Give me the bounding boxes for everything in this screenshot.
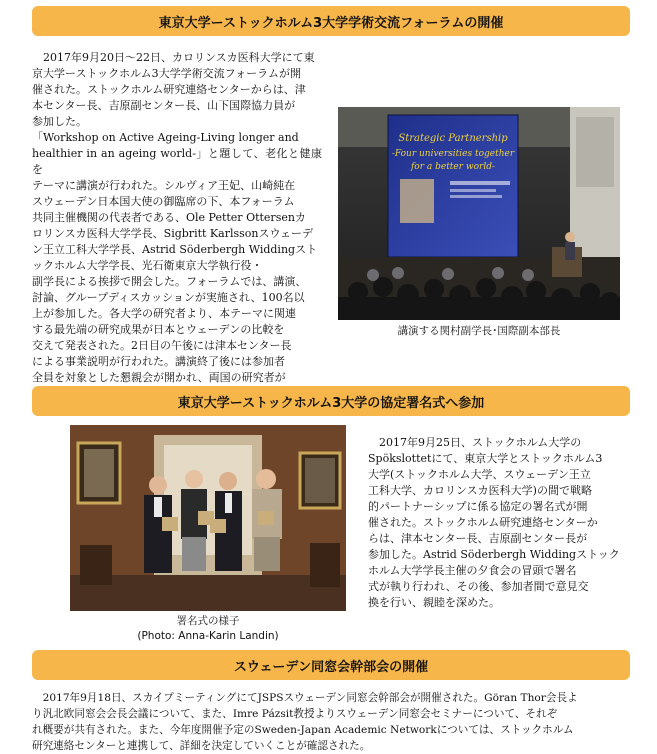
section-2-body <box>368 435 630 611</box>
section-1-body-line: 「Workshop on Active Ageing-Living longer and <box>32 131 299 144</box>
section-1-body <box>32 50 322 418</box>
section-1-body-line: する最先端の研究成果が日本とウェーデンの比較を <box>32 323 285 336</box>
section-1-body-line: スウェーデン日本国大使の御臨席の下、本フォーラム <box>32 195 295 208</box>
section-2-body-line: 催された。ストックホルム研究連絡センターか <box>368 516 598 529</box>
slide-title: Strategic Partnership <box>398 133 508 144</box>
section-1-body-line: 上が参加した。各大学の研究者より、本テーマに関連 <box>32 307 296 320</box>
signing-photo-caption <box>70 614 346 644</box>
section-2-body-line: 大学(ストックホルム大学、スウェーデン王立 <box>368 468 591 481</box>
section-2-body-line: 換を行い、親睦を深めた。 <box>368 596 500 609</box>
section-2-header <box>32 386 630 416</box>
section-2-title: 東京大学ーストックホルム3大学の協定署名式へ参加 <box>177 395 485 411</box>
section-2-body-line: 式が執り行われ、その後、参加者間で意見交 <box>368 580 589 593</box>
section-1-body-line: 2017年9月20日～22日、カロリンスカ医科大学にて東 <box>32 51 315 64</box>
signing-ceremony-photo <box>70 425 346 611</box>
section-1-body-line: 交えて発表された。2日目の午後には津本センター長 <box>32 339 292 352</box>
section-1-body-line: 京大学ーストックホルム3大学学術交流フォーラムが開 <box>32 67 302 80</box>
section-3-body-line: 2017年9月18日、スカイプミーティングにてJSPSスウェーデン同窓会幹部会が開催された。Göran Thor会長よ <box>32 692 578 704</box>
slide-subtitle-2: for a better world- <box>410 162 496 172</box>
section-2-body-line: Spökslottetにて、東京大学とストックホルム3 <box>368 452 603 465</box>
signing-caption-line-1: 署名式の様子 <box>176 615 240 627</box>
section-1-body-line: による事業説明が行われた。講演終了後には参加者 <box>32 355 285 368</box>
lecture-photo-caption: 講演する関村副学長･国際副本部長 <box>397 325 561 337</box>
section-2-body-line: らは、津本センター長、吉原副センター長が <box>368 532 588 545</box>
section-1-body-line: 全員を対象とした懇親会が開かれ、両国の研究者が <box>32 371 286 384</box>
section-2-body-line: 的パートナーシップに係る協定の署名式が開 <box>368 500 588 513</box>
section-2-body-line: ホルム大学学長主催の夕食会の冒頭で署名 <box>368 564 577 577</box>
section-1-body-line: 副学長による挨拶で開会した。フォーラムでは、講演、 <box>32 275 307 288</box>
section-1-header <box>32 6 630 36</box>
slide-subtitle-1: -Four universities together <box>391 149 515 159</box>
signing-caption-line-2: (Photo: Anna-Karin Landin) <box>137 630 279 642</box>
section-1-body-line: 討論、グループディスカッションが実施され、100名以 <box>32 291 305 304</box>
section-1-body-line: 本センター長、吉原副センター長、山下国際協力員が <box>32 99 296 112</box>
section-3-title: スウェーデン同窓会幹部会の開催 <box>233 659 429 675</box>
section-3-body-line: れ概要が共有された。また、今年度開催予定のSweden-Japan Academic Networkについては、ストックホルム <box>32 724 574 736</box>
section-1-body-line: healthier in an ageing world-」と題して、老化と健康を <box>32 147 322 176</box>
section-2-body-line: 2017年9月25日、ストックホルム大学の <box>368 436 582 449</box>
section-3-body-line: 研究連絡センターと連携して、詳細を決定していくことが確認された。 <box>32 740 371 752</box>
section-1-body-line: 催された。ストックホルム研究連絡センターからは、津 <box>32 83 306 96</box>
section-1-title: 東京大学ーストックホルム3大学学術交流フォーラムの開催 <box>158 15 504 31</box>
section-3-header <box>32 650 630 680</box>
section-1-body-line: ン王立工科大学学長、Astrid Söderbergh Widdingスト <box>32 243 318 256</box>
section-3-body <box>32 690 632 754</box>
section-1-body-line: 参加した。 <box>32 115 87 128</box>
section-1-body-line: 共同主催機関の代表者である、Ole Petter Ottersenカ <box>32 211 306 224</box>
section-1-body-line: ロリンスカ医科大学学長、Sigbritt Karlssonスウェーデ <box>32 227 314 240</box>
section-1-body-line: テーマに講演が行われた。シルヴィア王妃、山崎純在 <box>32 179 296 192</box>
section-1-body-line: ックホルム大学学長、光石衛東京大学執行役・ <box>32 259 263 272</box>
lecture-photo <box>338 107 620 320</box>
section-2-body-line: 参加した。Astrid Söderbergh Widdingストック <box>368 548 620 561</box>
section-2-body-line: 工科大学、カロリンスカ医科大学)の間で戦略 <box>368 484 592 497</box>
section-3-body-line: り汎北欧同窓会会長会議について、また、Imre Pázsit教授よりスウェーデン同窓会セミナーについて、それぞ <box>32 708 558 720</box>
